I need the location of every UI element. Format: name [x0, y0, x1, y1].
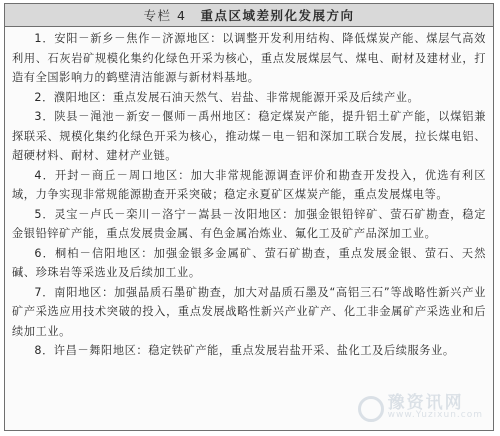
- box-title: 重点区域差别化发展方向: [200, 8, 355, 23]
- region-item-4: 4．开封－商丘－周口地区：加大非常规能源调查评价和勘查开发投入，优选有利区域，力争实现非常规能源勘查开采突破；稳定永夏矿区煤炭产能，重点发展煤电等。: [12, 168, 486, 201]
- watermark-text: 豫资讯网: [387, 393, 464, 413]
- region-item-3: 3．陕县－渑池－新安－偃师－禹州地区：稳定煤炭产能，提升铝土矿产能，以煤铝兼探联采、规模化集约化绿色开采为核心，推动煤－电－铝和深加工联合发展，拉长煤电铝、超硬材料、耐材、建材产业链。: [12, 110, 486, 162]
- watermark-logo-icon: [358, 396, 384, 422]
- watermark-url: www.Yuzixun.com: [387, 410, 483, 420]
- region-item-2: 2．濮阳地区：重点发展石油天然气、岩盐、非常规能源开采及后续产业。: [34, 90, 420, 104]
- feature-box: [4, 3, 494, 431]
- region-item-5: 5．灵宝－卢氏－栾川－洛宁－嵩县－汝阳地区：加强金银铅锌矿、萤石矿勘查，稳定金银铅锌矿产能，重点发展贵金属、有色金属冶炼业、氟化工及矿产品深加工业。: [12, 207, 486, 240]
- region-item-1: 1．安阳－新乡－焦作－济源地区：以调整开发利用结构、降低煤炭产能、煤层气高效利用、石灰岩矿规模化集约化绿色开采为核心，重点发展煤层气、煤电、耐材及建材业，打造有全国影响力的鹤壁清洁能源与新材料基地。: [12, 32, 486, 84]
- box-content: [5, 27, 493, 361]
- watermark: [358, 393, 483, 422]
- box-header: [5, 4, 493, 27]
- region-item-8: 8．许昌－舞阳地区：稳定铁矿产能，重点发展岩盐开采、盐化工及后续服务业。: [34, 344, 455, 357]
- region-item-6: 6．桐柏－信阳地区：加强金银多金属矿、萤石矿勘查，重点发展金银、萤石、天然碱、珍珠岩等采选业及后续加工业。: [12, 246, 486, 279]
- region-item-7: 7．南阳地区：加强晶质石墨矿勘查，加大对晶质石墨及“高铝三石”等战略性新兴产业矿产采选应用技术突破的投入，重点发展战略性新兴产业矿产、化工非金属矿产采选业和后续加工业。: [12, 285, 486, 338]
- box-label: 专栏 4: [143, 8, 187, 23]
